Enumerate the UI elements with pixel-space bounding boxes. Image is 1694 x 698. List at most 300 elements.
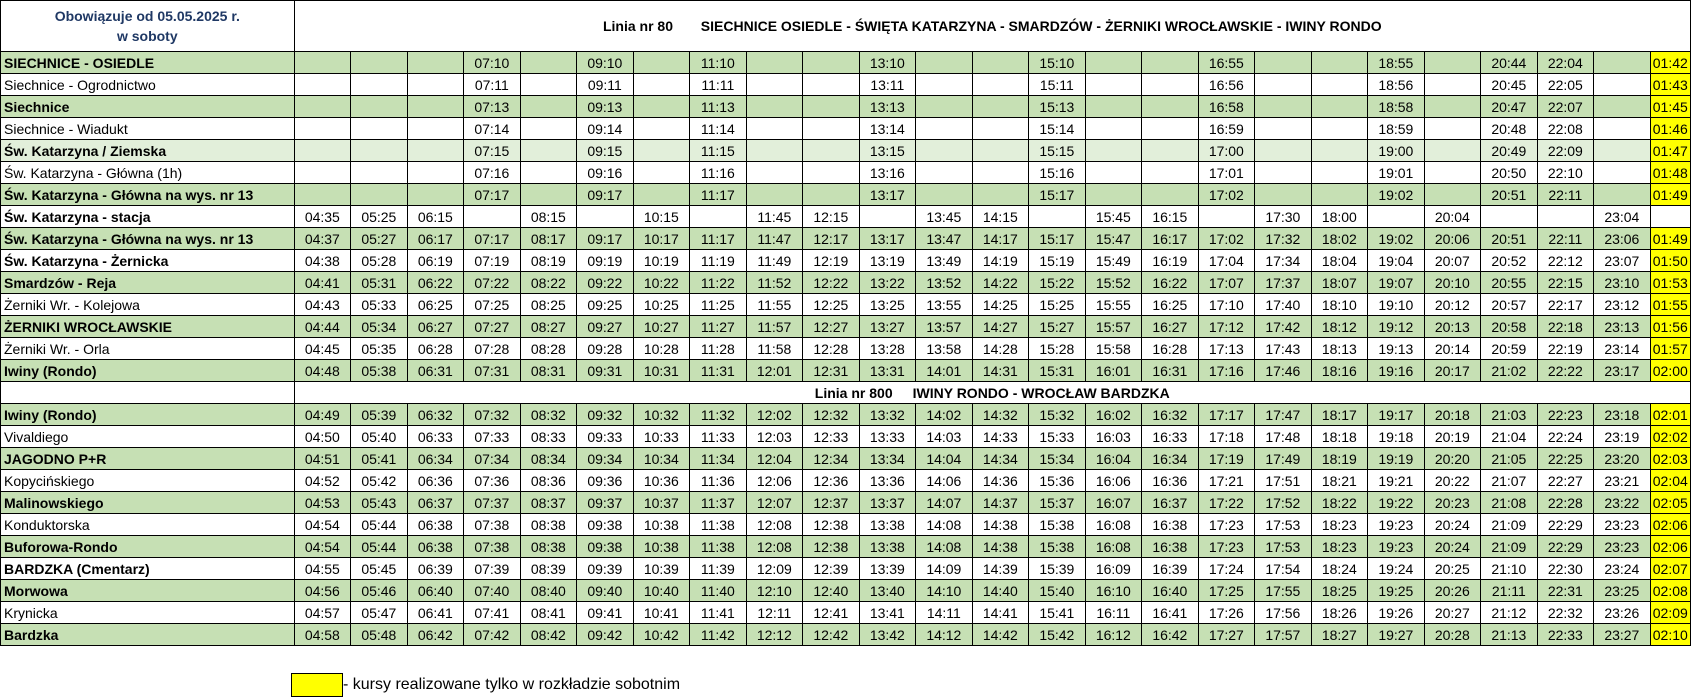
departure-time: 12:27 bbox=[803, 316, 860, 338]
departure-time: 08:42 bbox=[520, 624, 577, 646]
departure-time: 08:28 bbox=[520, 338, 577, 360]
departure-time: 06:32 bbox=[407, 404, 464, 426]
departure-time: 15:32 bbox=[1029, 404, 1086, 426]
departure-time: 14:15 bbox=[972, 206, 1029, 228]
legend-text: - kursy realizowane tylko w rozkładzie sobotnim bbox=[343, 676, 681, 693]
stop-name: Krynicka bbox=[1, 602, 295, 624]
departure-time: 09:10 bbox=[577, 52, 634, 74]
departure-time: 09:11 bbox=[577, 74, 634, 96]
departure-time: 12:28 bbox=[803, 338, 860, 360]
departure-time: 20:19 bbox=[1424, 426, 1481, 448]
departure-time: 18:17 bbox=[1311, 404, 1368, 426]
departure-time: 17:53 bbox=[1255, 536, 1312, 558]
departure-time: 15:57 bbox=[1085, 316, 1142, 338]
stop-name: Św. Katarzyna - Żernicka bbox=[1, 250, 295, 272]
departure-time: 20:59 bbox=[1481, 338, 1538, 360]
departure-time: 13:17 bbox=[859, 228, 916, 250]
departure-time: 21:02 bbox=[1481, 360, 1538, 382]
departure-time: 11:32 bbox=[690, 404, 747, 426]
departure-time: 15:37 bbox=[1029, 492, 1086, 514]
departure-time: 20:48 bbox=[1481, 118, 1538, 140]
departure-time: 09:19 bbox=[577, 250, 634, 272]
stop-name: Smardzów - Reja bbox=[1, 272, 295, 294]
departure-time: 04:56 bbox=[294, 580, 351, 602]
departure-time bbox=[916, 52, 973, 74]
departure-time: 16:58 bbox=[1198, 96, 1255, 118]
departure-time: 02:04 bbox=[1650, 470, 1690, 492]
departure-time: 06:42 bbox=[407, 624, 464, 646]
departure-time: 20:18 bbox=[1424, 404, 1481, 426]
departure-time bbox=[746, 74, 803, 96]
departure-time: 15:52 bbox=[1085, 272, 1142, 294]
departure-time: 05:35 bbox=[351, 338, 408, 360]
departure-time: 12:03 bbox=[746, 426, 803, 448]
departure-time: 23:07 bbox=[1594, 250, 1651, 272]
departure-time: 06:38 bbox=[407, 536, 464, 558]
departure-time bbox=[746, 140, 803, 162]
stop-name: Św. Katarzyna / Ziemska bbox=[1, 140, 295, 162]
departure-time: 18:55 bbox=[1368, 52, 1425, 74]
stop-name: BARDZKA (Cmentarz) bbox=[1, 558, 295, 580]
departure-time: 13:22 bbox=[859, 272, 916, 294]
departure-time: 13:36 bbox=[859, 470, 916, 492]
departure-time: 12:33 bbox=[803, 426, 860, 448]
departure-time bbox=[1594, 118, 1651, 140]
departure-time: 12:02 bbox=[746, 404, 803, 426]
departure-time: 15:15 bbox=[1029, 140, 1086, 162]
departure-time bbox=[294, 184, 351, 206]
departure-time: 10:40 bbox=[633, 580, 690, 602]
departure-time: 18:59 bbox=[1368, 118, 1425, 140]
departure-time: 13:14 bbox=[859, 118, 916, 140]
departure-time: 16:27 bbox=[1142, 316, 1199, 338]
departure-time: 14:28 bbox=[972, 338, 1029, 360]
departure-time: 20:57 bbox=[1481, 294, 1538, 316]
departure-time: 01:45 bbox=[1650, 96, 1690, 118]
departure-time: 10:41 bbox=[633, 602, 690, 624]
departure-time: 15:45 bbox=[1085, 206, 1142, 228]
departure-time: 19:04 bbox=[1368, 250, 1425, 272]
departure-time bbox=[1142, 96, 1199, 118]
departure-time: 11:58 bbox=[746, 338, 803, 360]
departure-time bbox=[1537, 206, 1594, 228]
departure-time: 12:32 bbox=[803, 404, 860, 426]
stop-name: Św. Katarzyna - stacja bbox=[1, 206, 295, 228]
departure-time bbox=[577, 206, 634, 228]
departure-time: 09:34 bbox=[577, 448, 634, 470]
departure-time: 07:33 bbox=[464, 426, 521, 448]
departure-time: 14:04 bbox=[916, 448, 973, 470]
stop-name: Malinowskiego bbox=[1, 492, 295, 514]
departure-time bbox=[803, 118, 860, 140]
departure-time: 21:05 bbox=[1481, 448, 1538, 470]
departure-time: 23:06 bbox=[1594, 228, 1651, 250]
departure-time: 13:31 bbox=[859, 360, 916, 382]
departure-time: 19:02 bbox=[1368, 184, 1425, 206]
departure-time: 05:48 bbox=[351, 624, 408, 646]
departure-time: 17:19 bbox=[1198, 448, 1255, 470]
stop-name: Św. Katarzyna - Główna (1h) bbox=[1, 162, 295, 184]
departure-time: 07:13 bbox=[464, 96, 521, 118]
departure-time: 10:15 bbox=[633, 206, 690, 228]
departure-time: 16:38 bbox=[1142, 536, 1199, 558]
departure-time: 18:21 bbox=[1311, 470, 1368, 492]
departure-time: 22:29 bbox=[1537, 514, 1594, 536]
departure-time: 08:38 bbox=[520, 514, 577, 536]
departure-time: 08:15 bbox=[520, 206, 577, 228]
validity-cell bbox=[1, 1, 295, 52]
departure-time: 12:01 bbox=[746, 360, 803, 382]
departure-time: 02:06 bbox=[1650, 514, 1690, 536]
stop-name: Kopycińskiego bbox=[1, 470, 295, 492]
departure-time: 14:03 bbox=[916, 426, 973, 448]
line800-route: IWINY RONDO - WROCŁAW BARDZKA bbox=[912, 384, 1170, 401]
departure-time: 11:49 bbox=[746, 250, 803, 272]
departure-time: 19:24 bbox=[1368, 558, 1425, 580]
departure-time: 04:54 bbox=[294, 536, 351, 558]
departure-time bbox=[1029, 206, 1086, 228]
departure-time: 11:39 bbox=[690, 558, 747, 580]
departure-time bbox=[972, 74, 1029, 96]
departure-time: 14:09 bbox=[916, 558, 973, 580]
departure-time: 12:25 bbox=[803, 294, 860, 316]
departure-time: 12:06 bbox=[746, 470, 803, 492]
departure-time bbox=[803, 140, 860, 162]
departure-time: 16:56 bbox=[1198, 74, 1255, 96]
departure-time: 20:20 bbox=[1424, 448, 1481, 470]
departure-time: 17:32 bbox=[1255, 228, 1312, 250]
departure-time bbox=[407, 96, 464, 118]
departure-time bbox=[746, 96, 803, 118]
departure-time: 05:44 bbox=[351, 536, 408, 558]
stop-name: Siechnice - Ogrodnictwo bbox=[1, 74, 295, 96]
departure-time: 15:58 bbox=[1085, 338, 1142, 360]
departure-time: 15:31 bbox=[1029, 360, 1086, 382]
departure-time: 16:04 bbox=[1085, 448, 1142, 470]
departure-time bbox=[746, 118, 803, 140]
departure-time bbox=[1085, 140, 1142, 162]
departure-time: 16:19 bbox=[1142, 250, 1199, 272]
departure-time: 01:43 bbox=[1650, 74, 1690, 96]
departure-time: 16:42 bbox=[1142, 624, 1199, 646]
departure-time: 20:45 bbox=[1481, 74, 1538, 96]
departure-time: 13:41 bbox=[859, 602, 916, 624]
departure-time: 20:24 bbox=[1424, 514, 1481, 536]
departure-time: 15:22 bbox=[1029, 272, 1086, 294]
departure-time: 13:42 bbox=[859, 624, 916, 646]
departure-time bbox=[1142, 162, 1199, 184]
departure-time bbox=[803, 162, 860, 184]
departure-time: 09:31 bbox=[577, 360, 634, 382]
departure-time: 13:16 bbox=[859, 162, 916, 184]
departure-time bbox=[1594, 184, 1651, 206]
stop-name: Żerniki Wr. - Orla bbox=[1, 338, 295, 360]
departure-time: 08:41 bbox=[520, 602, 577, 624]
departure-time: 12:08 bbox=[746, 536, 803, 558]
departure-time: 15:16 bbox=[1029, 162, 1086, 184]
departure-time: 15:36 bbox=[1029, 470, 1086, 492]
departure-time: 15:33 bbox=[1029, 426, 1086, 448]
departure-time: 20:51 bbox=[1481, 184, 1538, 206]
departure-time bbox=[1424, 74, 1481, 96]
departure-time: 18:12 bbox=[1311, 316, 1368, 338]
departure-time: 13:38 bbox=[859, 536, 916, 558]
table-row bbox=[1, 162, 1691, 184]
departure-time: 22:12 bbox=[1537, 250, 1594, 272]
departure-time: 16:55 bbox=[1198, 52, 1255, 74]
stop-name: Iwiny (Rondo) bbox=[1, 360, 295, 382]
departure-time bbox=[1142, 140, 1199, 162]
departure-time: 14:01 bbox=[916, 360, 973, 382]
departure-time bbox=[351, 140, 408, 162]
departure-time bbox=[294, 140, 351, 162]
departure-time: 09:40 bbox=[577, 580, 634, 602]
departure-time: 08:31 bbox=[520, 360, 577, 382]
empty-cell bbox=[1, 382, 295, 404]
departure-time bbox=[633, 118, 690, 140]
table-row bbox=[1, 96, 1691, 118]
legend bbox=[291, 673, 680, 697]
departure-time: 10:34 bbox=[633, 448, 690, 470]
departure-time: 23:20 bbox=[1594, 448, 1651, 470]
departure-time bbox=[1085, 118, 1142, 140]
departure-time: 19:21 bbox=[1368, 470, 1425, 492]
departure-time: 05:38 bbox=[351, 360, 408, 382]
departure-time: 23:23 bbox=[1594, 514, 1651, 536]
departure-time: 17:04 bbox=[1198, 250, 1255, 272]
departure-time bbox=[1311, 184, 1368, 206]
departure-time: 02:01 bbox=[1650, 404, 1690, 426]
stop-name: Siechnice bbox=[1, 96, 295, 118]
departure-time: 21:09 bbox=[1481, 514, 1538, 536]
departure-time: 12:19 bbox=[803, 250, 860, 272]
departure-time: 14:08 bbox=[916, 514, 973, 536]
departure-time bbox=[351, 184, 408, 206]
departure-time: 19:07 bbox=[1368, 272, 1425, 294]
departure-time bbox=[1594, 140, 1651, 162]
departure-time bbox=[1311, 118, 1368, 140]
departure-time: 09:42 bbox=[577, 624, 634, 646]
departure-time: 20:50 bbox=[1481, 162, 1538, 184]
departure-time: 15:38 bbox=[1029, 536, 1086, 558]
departure-time: 18:10 bbox=[1311, 294, 1368, 316]
departure-time: 11:47 bbox=[746, 228, 803, 250]
departure-time: 14:38 bbox=[972, 536, 1029, 558]
departure-time: 14:32 bbox=[972, 404, 1029, 426]
stop-name: Buforowa-Rondo bbox=[1, 536, 295, 558]
departure-time: 05:33 bbox=[351, 294, 408, 316]
departure-time: 01:48 bbox=[1650, 162, 1690, 184]
departure-time: 13:37 bbox=[859, 492, 916, 514]
departure-time: 19:00 bbox=[1368, 140, 1425, 162]
departure-time: 09:25 bbox=[577, 294, 634, 316]
departure-time: 12:40 bbox=[803, 580, 860, 602]
departure-time: 11:25 bbox=[690, 294, 747, 316]
departure-time: 17:46 bbox=[1255, 360, 1312, 382]
table-row bbox=[1, 140, 1691, 162]
departure-time: 08:36 bbox=[520, 470, 577, 492]
departure-time bbox=[520, 118, 577, 140]
departure-time: 17:10 bbox=[1198, 294, 1255, 316]
departure-time: 01:46 bbox=[1650, 118, 1690, 140]
departure-time: 13:28 bbox=[859, 338, 916, 360]
departure-time bbox=[1085, 96, 1142, 118]
departure-time: 11:40 bbox=[690, 580, 747, 602]
departure-time: 16:38 bbox=[1142, 514, 1199, 536]
departure-time bbox=[407, 140, 464, 162]
departure-time: 02:02 bbox=[1650, 426, 1690, 448]
departure-time: 11:19 bbox=[690, 250, 747, 272]
departure-time: 12:31 bbox=[803, 360, 860, 382]
departure-time: 02:08 bbox=[1650, 580, 1690, 602]
departure-time bbox=[633, 96, 690, 118]
table-row bbox=[1, 514, 1691, 536]
departure-time: 08:34 bbox=[520, 448, 577, 470]
departure-time: 07:11 bbox=[464, 74, 521, 96]
departure-time: 21:12 bbox=[1481, 602, 1538, 624]
departure-time: 21:04 bbox=[1481, 426, 1538, 448]
departure-time: 17:16 bbox=[1198, 360, 1255, 382]
departure-time: 20:17 bbox=[1424, 360, 1481, 382]
departure-time: 19:12 bbox=[1368, 316, 1425, 338]
departure-time bbox=[520, 184, 577, 206]
departure-time: 07:25 bbox=[464, 294, 521, 316]
departure-time: 14:22 bbox=[972, 272, 1029, 294]
departure-time: 22:11 bbox=[1537, 228, 1594, 250]
departure-time bbox=[972, 184, 1029, 206]
departure-time: 19:18 bbox=[1368, 426, 1425, 448]
departure-time: 22:19 bbox=[1537, 338, 1594, 360]
table-row bbox=[1, 272, 1691, 294]
departure-time: 09:36 bbox=[577, 470, 634, 492]
departure-time: 20:49 bbox=[1481, 140, 1538, 162]
validity-line2: w soboty bbox=[116, 28, 178, 44]
departure-time: 22:29 bbox=[1537, 536, 1594, 558]
departure-time: 07:27 bbox=[464, 316, 521, 338]
departure-time: 06:19 bbox=[407, 250, 464, 272]
departure-time: 07:15 bbox=[464, 140, 521, 162]
departure-time: 15:14 bbox=[1029, 118, 1086, 140]
departure-time: 05:43 bbox=[351, 492, 408, 514]
table-row bbox=[1, 228, 1691, 250]
departure-time: 13:38 bbox=[859, 514, 916, 536]
departure-time: 17:37 bbox=[1255, 272, 1312, 294]
departure-time: 20:24 bbox=[1424, 536, 1481, 558]
departure-time bbox=[407, 162, 464, 184]
departure-time: 14:02 bbox=[916, 404, 973, 426]
departure-time: 09:41 bbox=[577, 602, 634, 624]
departure-time: 16:17 bbox=[1142, 228, 1199, 250]
departure-time bbox=[690, 206, 747, 228]
departure-time bbox=[1085, 74, 1142, 96]
departure-time: 07:38 bbox=[464, 514, 521, 536]
departure-time: 18:23 bbox=[1311, 536, 1368, 558]
departure-time: 23:26 bbox=[1594, 602, 1651, 624]
departure-time: 16:12 bbox=[1085, 624, 1142, 646]
departure-time bbox=[633, 74, 690, 96]
departure-time: 11:37 bbox=[690, 492, 747, 514]
departure-time: 23:10 bbox=[1594, 272, 1651, 294]
departure-time: 14:06 bbox=[916, 470, 973, 492]
departure-time: 19:02 bbox=[1368, 228, 1425, 250]
departure-time bbox=[1424, 184, 1481, 206]
departure-time: 18:56 bbox=[1368, 74, 1425, 96]
departure-time: 06:41 bbox=[407, 602, 464, 624]
departure-time: 19:23 bbox=[1368, 514, 1425, 536]
departure-time: 21:09 bbox=[1481, 536, 1538, 558]
departure-time bbox=[746, 52, 803, 74]
departure-time bbox=[294, 118, 351, 140]
departure-time bbox=[803, 184, 860, 206]
departure-time: 22:30 bbox=[1537, 558, 1594, 580]
departure-time: 17:34 bbox=[1255, 250, 1312, 272]
departure-time: 07:42 bbox=[464, 624, 521, 646]
departure-time: 20:04 bbox=[1424, 206, 1481, 228]
departure-time: 01:49 bbox=[1650, 228, 1690, 250]
departure-time: 15:41 bbox=[1029, 602, 1086, 624]
departure-time bbox=[972, 118, 1029, 140]
table-row bbox=[1, 184, 1691, 206]
departure-time: 23:18 bbox=[1594, 404, 1651, 426]
departure-time bbox=[1255, 96, 1312, 118]
departure-time: 06:28 bbox=[407, 338, 464, 360]
departure-time: 23:21 bbox=[1594, 470, 1651, 492]
table-row bbox=[1, 470, 1691, 492]
line800-header bbox=[294, 382, 1690, 404]
departure-time: 11:57 bbox=[746, 316, 803, 338]
departure-time bbox=[1255, 52, 1312, 74]
departure-time: 13:57 bbox=[916, 316, 973, 338]
departure-time: 10:22 bbox=[633, 272, 690, 294]
departure-time: 08:22 bbox=[520, 272, 577, 294]
departure-time: 07:17 bbox=[464, 184, 521, 206]
departure-time bbox=[972, 140, 1029, 162]
departure-time: 11:33 bbox=[690, 426, 747, 448]
departure-time: 11:52 bbox=[746, 272, 803, 294]
departure-time: 22:07 bbox=[1537, 96, 1594, 118]
departure-time bbox=[1255, 140, 1312, 162]
departure-time: 06:34 bbox=[407, 448, 464, 470]
departure-time: 19:10 bbox=[1368, 294, 1425, 316]
departure-time: 15:38 bbox=[1029, 514, 1086, 536]
departure-time: 09:16 bbox=[577, 162, 634, 184]
stop-name: ŻERNIKI WROCŁAWSKIE bbox=[1, 316, 295, 338]
departure-time: 15:34 bbox=[1029, 448, 1086, 470]
departure-time: 15:47 bbox=[1085, 228, 1142, 250]
departure-time: 21:03 bbox=[1481, 404, 1538, 426]
departure-time: 17:55 bbox=[1255, 580, 1312, 602]
departure-time: 16:28 bbox=[1142, 338, 1199, 360]
departure-time bbox=[1650, 206, 1690, 228]
table-row bbox=[1, 52, 1691, 74]
departure-time: 16:37 bbox=[1142, 492, 1199, 514]
departure-time: 18:13 bbox=[1311, 338, 1368, 360]
departure-time: 12:15 bbox=[803, 206, 860, 228]
departure-time bbox=[520, 96, 577, 118]
departure-time: 14:31 bbox=[972, 360, 1029, 382]
departure-time: 19:01 bbox=[1368, 162, 1425, 184]
departure-time bbox=[1424, 118, 1481, 140]
departure-time: 12:38 bbox=[803, 514, 860, 536]
departure-time: 23:24 bbox=[1594, 558, 1651, 580]
line80-header bbox=[294, 1, 1690, 52]
departure-time: 07:14 bbox=[464, 118, 521, 140]
departure-time: 17:26 bbox=[1198, 602, 1255, 624]
departure-time bbox=[803, 52, 860, 74]
table-row bbox=[1, 206, 1691, 228]
departure-time: 17:24 bbox=[1198, 558, 1255, 580]
departure-time: 10:32 bbox=[633, 404, 690, 426]
